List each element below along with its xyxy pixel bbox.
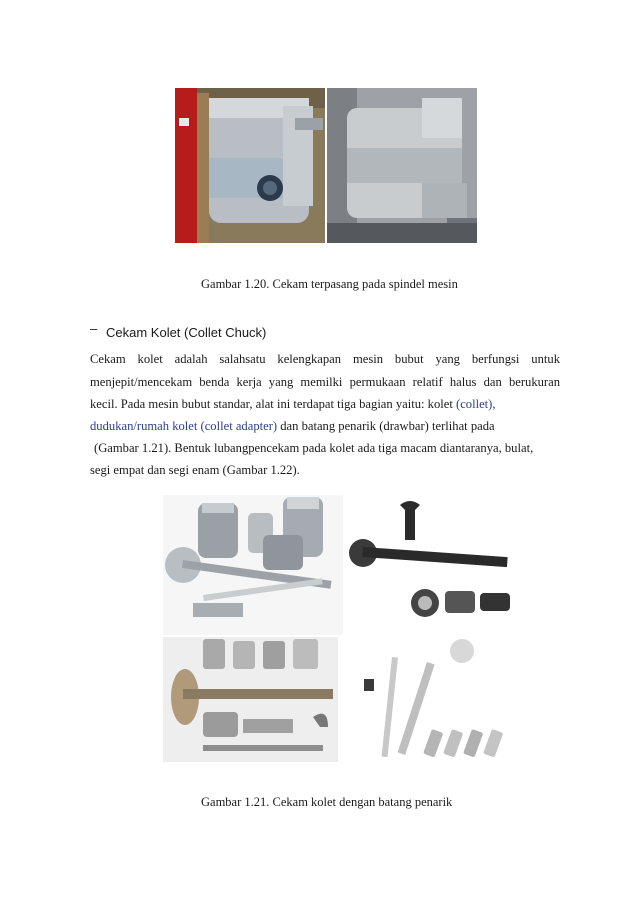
figure-bottom-photo-3 (163, 637, 338, 762)
paragraph-line-3 (90, 396, 560, 413)
figure-bottom-caption: Gambar 1.21. Cekam kolet dengan batang penarik (201, 795, 453, 809)
collet-adapter-term: dudukan/rumah kolet (collet adapter) (90, 419, 278, 433)
paragraph-line-1: Cekam kolet adalah salahsatu kelengkapan mesin bubut yang berfungsi untuk (90, 352, 560, 366)
collet-term: (collet), (456, 397, 496, 411)
paragraph-line-2: menjepit/mencekam benda kerja yang memilki permukaan relatif halus dan berukuran (90, 375, 560, 389)
section-heading: Cekam Kolet (Collet Chuck) (106, 325, 267, 340)
paragraph-line-6: segi empat dan segi enam (Gambar 1.22). (90, 463, 300, 477)
paragraph-line-4-text: dan batang penarik (drawbar) terlihat pada (280, 419, 495, 433)
figure-bottom-photo-4 (342, 637, 517, 762)
section-bullet: – (90, 321, 98, 336)
figure-bottom-photo-2 (345, 495, 515, 635)
figure-top-caption: Gambar 1.20. Cekam terpasang pada spindel mesin (201, 277, 458, 291)
paragraph-line-3-text: kecil. Pada mesin bubut standar, alat ini terdapat tiga bagian yaitu: kolet (90, 397, 453, 411)
paragraph-line-4 (90, 418, 560, 435)
paragraph-line-5: (Gambar 1.21). Bentuk lubangpencekam pada kolet ada tiga macam diantaranya, bulat, (94, 441, 534, 455)
figure-top-right-photo (327, 88, 477, 243)
figure-bottom-photo-1 (163, 495, 343, 635)
figure-top-left-photo (175, 88, 325, 243)
